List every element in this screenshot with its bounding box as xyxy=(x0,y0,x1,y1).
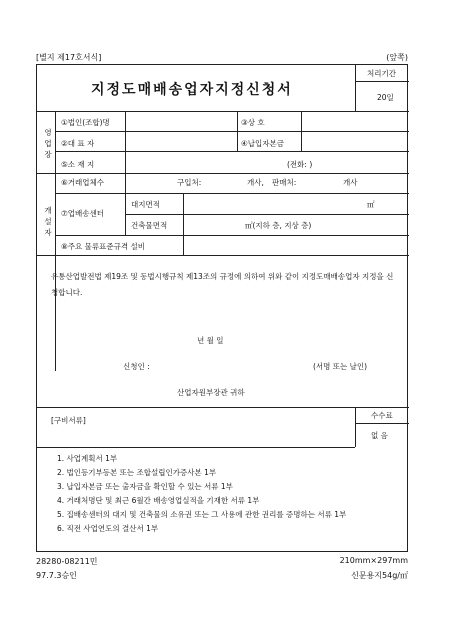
paper-type: 신문용지54g/㎡ xyxy=(351,571,408,580)
date-line: 년 월 일 xyxy=(197,336,224,345)
field-label-equipment: ⑧주요 물류표준규격 설비 xyxy=(61,242,145,251)
attachment-item: 1. 사업계획서 1부 xyxy=(57,454,118,463)
attachment-item: 5. 집배송센터의 대지 및 건축물의 소유권 또는 그 사용에 관한 권리를 증명하는 서류 1부 xyxy=(57,510,347,519)
purchase-label: 구입처: xyxy=(177,178,202,187)
field-label-site-area: 대지면적 xyxy=(131,200,160,209)
page-side-label: (앞쪽) xyxy=(386,53,408,62)
section-label-business: 영 업 장 xyxy=(44,128,52,159)
field-label-location: ⑤소 재 지 xyxy=(61,160,95,169)
attachments-label: [구비서류] xyxy=(51,416,86,425)
form-number: [별지 제17호서식] xyxy=(36,53,102,62)
fee-value: 없 음 xyxy=(371,431,388,440)
building-area-unit: ㎡(지하 층, 지상 층) xyxy=(245,221,312,230)
attachment-item: 3. 납입자본금 또는 출자금을 확인할 수 있는 서류 1부 xyxy=(57,482,233,491)
applicant-label: 신청인 : xyxy=(123,362,150,371)
paper-size: 210mm×297mm xyxy=(339,556,408,565)
field-label-tax-payer: ④납입자본금 xyxy=(241,139,284,148)
fee-label: 수수료 xyxy=(371,411,393,420)
section-label-facility: 개 설 자 xyxy=(44,206,52,237)
recipient: 산업자원부장관 귀하 xyxy=(177,388,245,397)
field-label-building-area: 건축물면적 xyxy=(131,221,168,230)
approval-date: 97.7.3승인 xyxy=(36,571,77,580)
sales-unit: 개사 xyxy=(343,178,358,187)
form-code: 28280-08211민 xyxy=(36,557,98,566)
attachment-item: 6. 직전 사업연도의 결산서 1부 xyxy=(57,524,159,533)
form-title: 지정도매배송업자지정신청서 xyxy=(91,82,293,98)
site-area-unit: ㎡ xyxy=(367,200,375,209)
attachment-item: 4. 거래처명단 및 최근 6월간 배송영업실적을 기재한 서류 1부 xyxy=(57,496,260,505)
field-label-center: ⑦업배송센터 xyxy=(61,209,104,218)
application-form xyxy=(36,64,408,552)
application-statement: 유통산업발전법 제19조 및 동법시행규칙 제13조의 규정에 의하여 위와 같이 지정도매배송업자 지정을 신청합니다. xyxy=(51,272,394,297)
processing-period-label: 처리기간 xyxy=(367,69,396,78)
purchase-unit: 개사, xyxy=(247,178,264,187)
signature-note: (서명 또는 날인) xyxy=(313,362,368,371)
sales-label: 판매처: xyxy=(272,178,297,187)
field-label-trade-partners: ⑥거래업체수 xyxy=(61,178,104,187)
attachment-item: 2. 법인등기부등본 또는 조합설립인가증사본 1부 xyxy=(57,468,217,477)
processing-period-value: 20일 xyxy=(377,93,394,102)
field-label-representative: ②대 표 자 xyxy=(61,139,95,148)
field-label-trade-name: ③상 호 xyxy=(241,118,265,127)
field-label-corp-name: ①법인(조합)명 xyxy=(61,118,110,127)
field-label-phone: (전화: ) xyxy=(287,160,313,169)
